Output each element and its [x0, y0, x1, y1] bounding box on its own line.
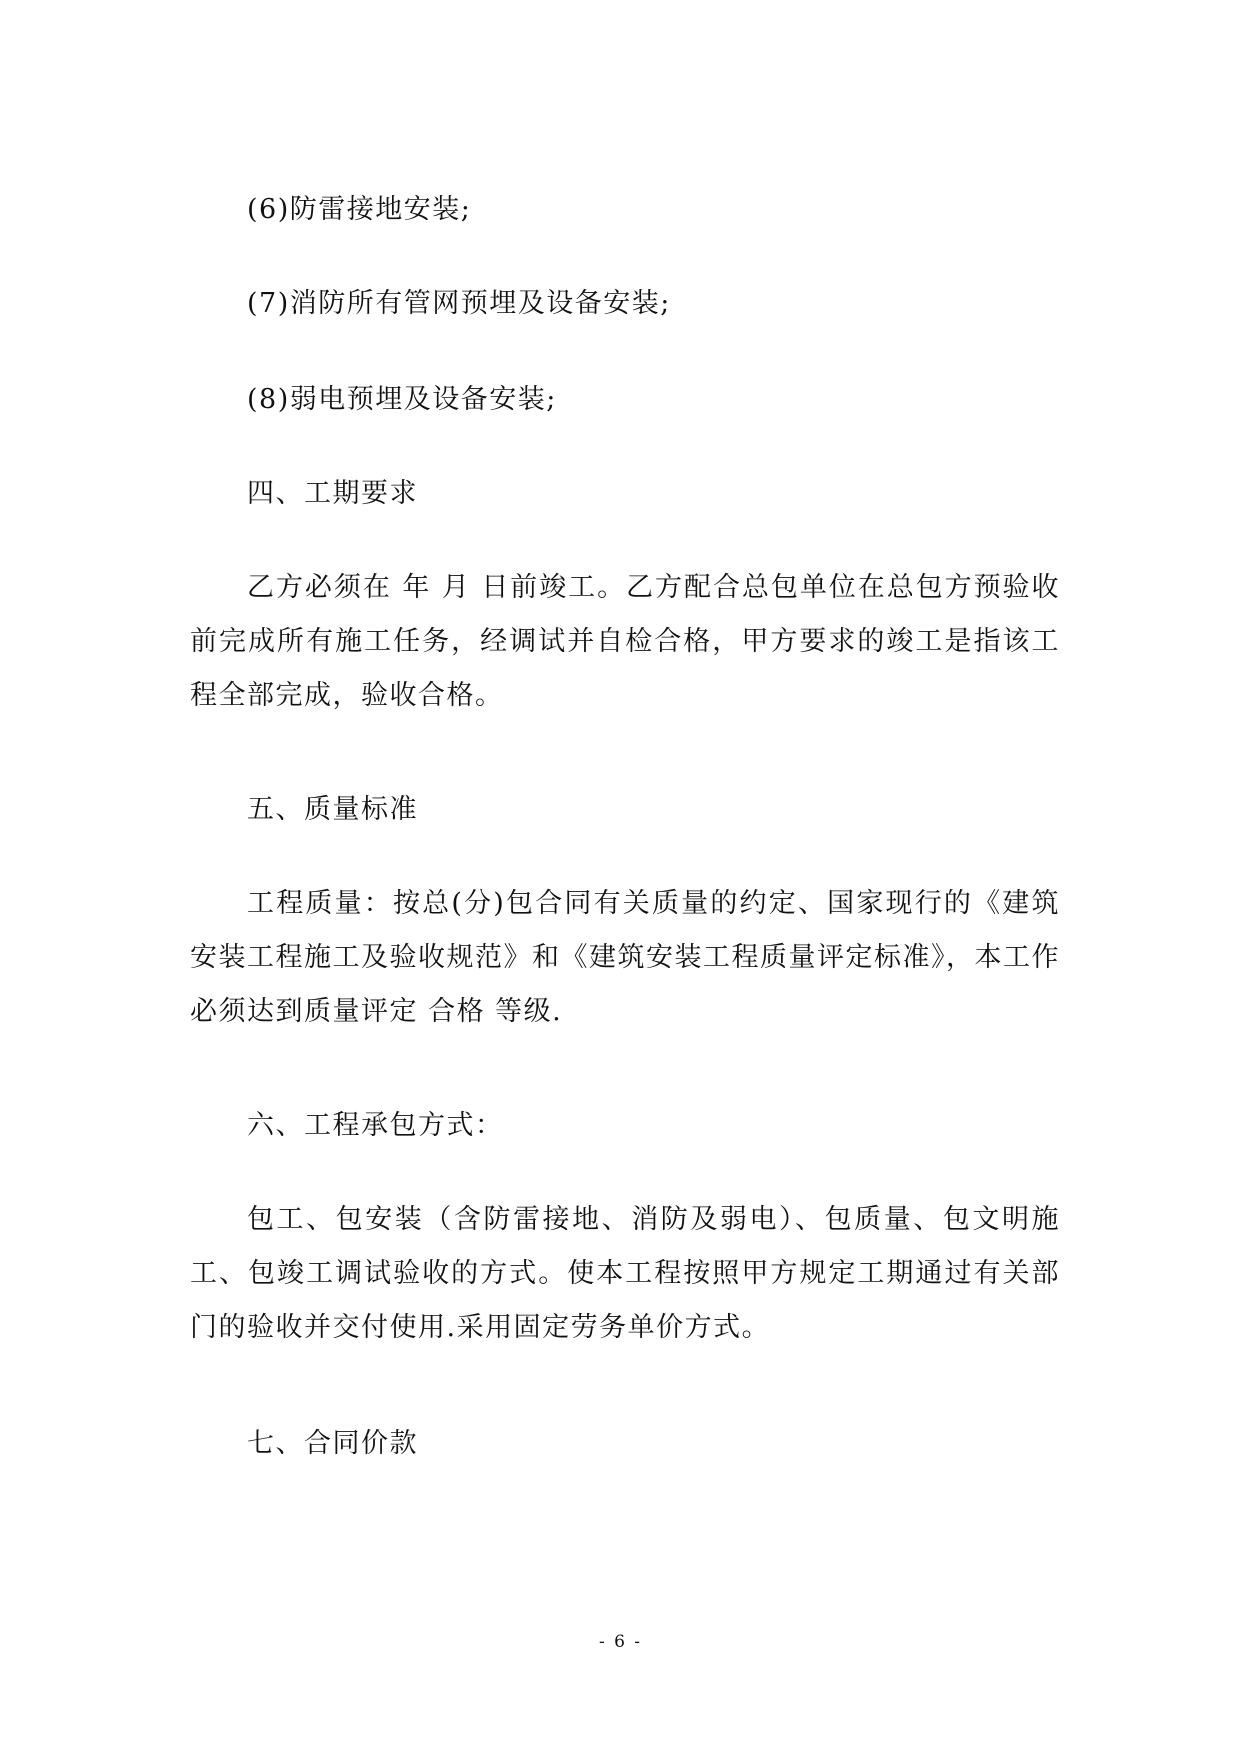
list-item-weak-current: (8)弱电预埋及设备安装;: [247, 384, 557, 415]
section-heading-quality: 五、质量标准: [247, 794, 418, 825]
list-item-lightning-protection: (6)防雷接地安装;: [247, 194, 472, 225]
section-heading-contract-method: 六、工程承包方式：: [247, 1110, 504, 1141]
paragraph-contract-method: 包工、包安装（含防雷接地、消防及弱电）、包质量、包文明施工、包竣工调试验收的方式。使本工程按照甲方规定工期通过有关部门的验收并交付使用.采用固定劳务单价方式。: [190, 1204, 1060, 1343]
section-heading-contract-price: 七、合同价款: [247, 1428, 418, 1459]
page-number: - 6 -: [598, 1632, 643, 1652]
list-item-fire-protection: (7)消防所有管网预埋及设备安装;: [247, 288, 671, 319]
section-heading-schedule: 四、工期要求: [247, 478, 418, 509]
paragraph-quality-standards: 工程质量：按总(分)包合同有关质量的约定、国家现行的《建筑安装工程施工及验收规范》和《建筑安装工程质量评定标准》，本工作必须达到质量评定 合格 等级.: [190, 888, 1060, 1027]
paragraph-schedule-requirements: 乙方必须在 年 月 日前竣工。乙方配合总包单位在总包方预验收前完成所有施工任务，经调试并自检合格，甲方要求的竣工是指该工程全部完成，验收合格。: [190, 572, 1060, 711]
